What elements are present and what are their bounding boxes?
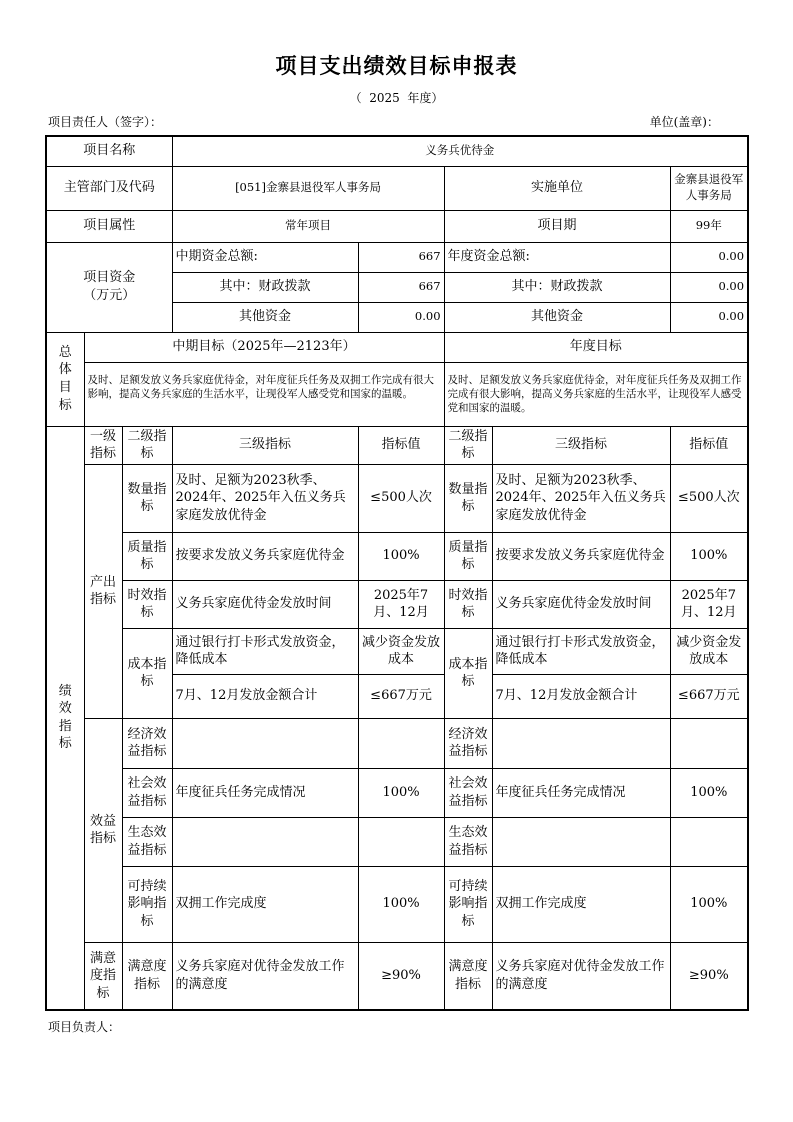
economic-l2-mid: 经济效益指标 xyxy=(122,718,172,768)
sustainable-l2-year: 可持续影响指标 xyxy=(444,866,492,942)
social-value-mid: 100% xyxy=(358,768,444,817)
year-other-label: 其他资金 xyxy=(444,302,670,332)
economic-value-mid xyxy=(358,718,444,768)
col-level1-header: 一级指标 xyxy=(84,426,122,464)
mid-other-value: 0.00 xyxy=(358,302,444,332)
col-level2-header-year: 二级指标 xyxy=(444,426,492,464)
cost-value-a-mid: 减少资金发放成本 xyxy=(358,628,444,674)
overall-goals-side-label: 总 体 目 标 xyxy=(46,332,84,426)
col-value-header-year: 指标值 xyxy=(670,426,748,464)
benefit-indicator-label: 效益指标 xyxy=(84,718,122,942)
sustainable-value-mid: 100% xyxy=(358,866,444,942)
timeliness-l3-mid: 义务兵家庭优待金发放时间 xyxy=(172,580,358,628)
social-l2-mid: 社会效益指标 xyxy=(122,768,172,817)
ecological-value-mid xyxy=(358,817,444,866)
quality-l2-year: 质量指标 xyxy=(444,532,492,580)
mid-fiscal-label: 其中：财政拨款 xyxy=(172,272,358,302)
sustainable-l3-year: 双拥工作完成度 xyxy=(492,866,670,942)
year-goal-header: 年度目标 xyxy=(444,332,748,362)
year-total-label: 年度资金总额: xyxy=(444,242,670,272)
project-name-value: 义务兵优待金 xyxy=(172,136,748,166)
quantity-value-mid: ≤500人次 xyxy=(358,464,444,532)
ecological-l3-mid xyxy=(172,817,358,866)
cost-value-b-mid: ≤667万元 xyxy=(358,674,444,718)
impl-unit-value: 金寨县退役军人事务局 xyxy=(670,166,748,210)
mid-fiscal-value: 667 xyxy=(358,272,444,302)
col-level3-header-mid: 三级指标 xyxy=(172,426,358,464)
sustainable-value-year: 100% xyxy=(670,866,748,942)
year-total-value: 0.00 xyxy=(670,242,748,272)
mid-total-value: 667 xyxy=(358,242,444,272)
year-goal-text: 及时、足额发放义务兵家庭优待金，对年度征兵任务及双拥工作完成有很大影响，提高义务兵家庭的生活水平，让现役军人感受党和国家的温暖。 xyxy=(444,362,748,426)
ecological-l3-year xyxy=(492,817,670,866)
mid-goal-text: 及时、足额发放义务兵家庭优待金，对年度征兵任务及双拥工作完成有很大影响，提高义务兵家庭的生活水平，让现役军人感受党和国家的温暖。 xyxy=(84,362,444,426)
quality-l3-mid: 按要求发放义务兵家庭优待金 xyxy=(172,532,358,580)
project-name-label: 项目名称 xyxy=(46,136,172,166)
col-level2-header-mid: 二级指标 xyxy=(122,426,172,464)
col-value-header-mid: 指标值 xyxy=(358,426,444,464)
timeliness-value-mid: 2025年7月、12月 xyxy=(358,580,444,628)
indicators-side-label: 绩 效 指 标 xyxy=(46,426,84,1010)
ecological-l2-mid: 生态效益指标 xyxy=(122,817,172,866)
quality-l3-year: 按要求发放义务兵家庭优待金 xyxy=(492,532,670,580)
year-other-value: 0.00 xyxy=(670,302,748,332)
quantity-l3-year: 及时、足额为2023秋季、2024年、2025年入伍义务兵家庭发放优待金 xyxy=(492,464,670,532)
satisfaction-indicator-label: 满意度指标 xyxy=(84,942,122,1010)
quality-value-mid: 100% xyxy=(358,532,444,580)
social-l2-year: 社会效益指标 xyxy=(444,768,492,817)
year-fiscal-value: 0.00 xyxy=(670,272,748,302)
cost-l3a-mid: 通过银行打卡形式发放资金，降低成本 xyxy=(172,628,358,674)
quantity-value-year: ≤500人次 xyxy=(670,464,748,532)
social-l3-year: 年度征兵任务完成情况 xyxy=(492,768,670,817)
economic-value-year xyxy=(670,718,748,768)
project-attr-value: 常年项目 xyxy=(172,210,444,242)
satisfaction-l3-year: 义务兵家庭对优待金发放工作的满意度 xyxy=(492,942,670,1010)
project-funds-label: 项目资金 （万元） xyxy=(46,242,172,332)
quantity-l2-year: 数量指标 xyxy=(444,464,492,532)
ecological-l2-year: 生态效益指标 xyxy=(444,817,492,866)
social-l3-mid: 年度征兵任务完成情况 xyxy=(172,768,358,817)
quantity-l3-mid: 及时、足额为2023秋季、2024年、2025年入伍义务兵家庭发放优待金 xyxy=(172,464,358,532)
economic-l3-year xyxy=(492,718,670,768)
mid-goal-header: 中期目标（2025年—2123年） xyxy=(84,332,444,362)
project-attr-label: 项目属性 xyxy=(46,210,172,242)
year-fiscal-label: 其中：财政拨款 xyxy=(444,272,670,302)
cost-l2-year: 成本指标 xyxy=(444,628,492,718)
cost-value-b-year: ≤667万元 xyxy=(670,674,748,718)
performance-goal-table xyxy=(45,135,749,1011)
impl-unit-label: 实施单位 xyxy=(444,166,670,210)
satisfaction-l2-year: 满意度指标 xyxy=(444,942,492,1010)
dept-label: 主管部门及代码 xyxy=(46,166,172,210)
cost-l2-mid: 成本指标 xyxy=(122,628,172,718)
project-period-label: 项目期 xyxy=(444,210,670,242)
satisfaction-value-year: ≥90% xyxy=(670,942,748,1010)
economic-l2-year: 经济效益指标 xyxy=(444,718,492,768)
year-label: （ 2025 年度） xyxy=(349,91,444,105)
responsible-signature-label: 项目责任人（签字）： xyxy=(48,115,163,129)
dept-value: [051]金寨县退役军人事务局 xyxy=(172,166,444,210)
satisfaction-l2-mid: 满意度指标 xyxy=(122,942,172,1010)
project-owner-label: 项目负责人： xyxy=(48,1020,121,1034)
satisfaction-value-mid: ≥90% xyxy=(358,942,444,1010)
ecological-value-year xyxy=(670,817,748,866)
col-level3-header-year: 三级指标 xyxy=(492,426,670,464)
quality-value-year: 100% xyxy=(670,532,748,580)
sustainable-l2-mid: 可持续影响指标 xyxy=(122,866,172,942)
page-title: 项目支出绩效目标申报表 xyxy=(275,53,518,78)
sustainable-l3-mid: 双拥工作完成度 xyxy=(172,866,358,942)
timeliness-l2-year: 时效指标 xyxy=(444,580,492,628)
project-period-value: 99年 xyxy=(670,210,748,242)
timeliness-value-year: 2025年7月、12月 xyxy=(670,580,748,628)
mid-other-label: 其他资金 xyxy=(172,302,358,332)
mid-total-label: 中期资金总额: xyxy=(172,242,358,272)
satisfaction-l3-mid: 义务兵家庭对优待金发放工作的满意度 xyxy=(172,942,358,1010)
timeliness-l2-mid: 时效指标 xyxy=(122,580,172,628)
cost-l3b-year: 7月、12月发放金额合计 xyxy=(492,674,670,718)
quantity-l2-mid: 数量指标 xyxy=(122,464,172,532)
social-value-year: 100% xyxy=(670,768,748,817)
unit-seal-label: 单位(盖章)： xyxy=(649,115,719,129)
cost-value-a-year: 减少资金发放成本 xyxy=(670,628,748,674)
timeliness-l3-year: 义务兵家庭优待金发放时间 xyxy=(492,580,670,628)
economic-l3-mid xyxy=(172,718,358,768)
cost-l3a-year: 通过银行打卡形式发放资金，降低成本 xyxy=(492,628,670,674)
cost-l3b-mid: 7月、12月发放金额合计 xyxy=(172,674,358,718)
quality-l2-mid: 质量指标 xyxy=(122,532,172,580)
output-indicator-label: 产出指标 xyxy=(84,464,122,718)
